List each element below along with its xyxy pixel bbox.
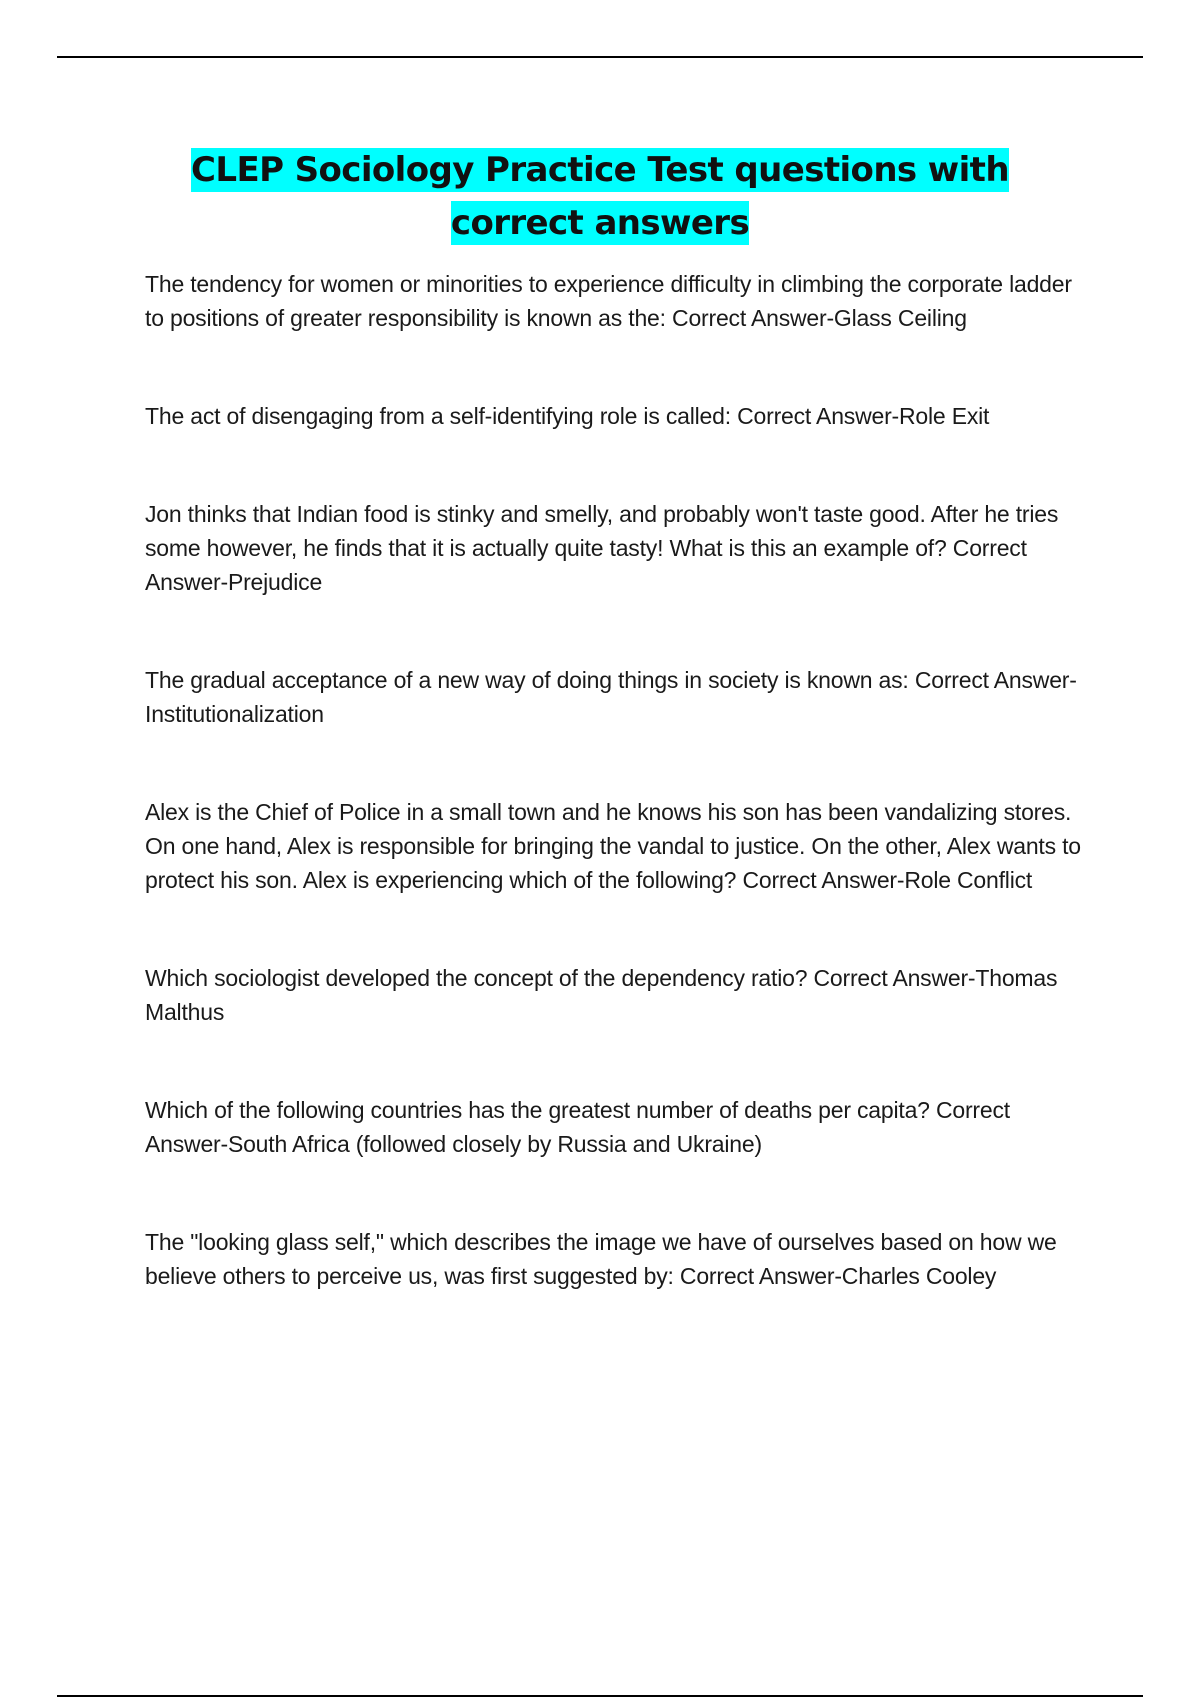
qa-item <box>145 663 1090 731</box>
answer-label: Correct Answer- <box>679 1263 842 1289</box>
question-text: Which of the following countries has the greatest number of deaths per capita? <box>145 1097 930 1123</box>
question-text: The tendency for women or minorities to experience difficulty in climbing the corporate ladder to positions of greater responsibility is known as the: <box>145 271 1072 331</box>
answer-text: Institutionalization <box>145 701 324 727</box>
bottom-rule <box>57 1695 1143 1697</box>
answer-text: Glass Ceiling <box>833 305 967 331</box>
question-text: The gradual acceptance of a new way of doing things in society is known as: <box>145 667 909 693</box>
answer-label: Correct Answer- <box>145 535 1027 595</box>
answer-text: Charles Cooley <box>841 1263 997 1289</box>
qa-item <box>145 1093 1090 1161</box>
answer-text: Thomas Malthus <box>145 965 1058 1025</box>
answer-label: Correct Answer- <box>672 305 834 331</box>
question-text: The "looking glass self," which describes the image we have of ourselves based on how we believe others to perceive us, was first suggested by: <box>145 1229 1057 1289</box>
answer-text: Prejudice <box>227 569 323 595</box>
qa-list <box>145 267 1090 1293</box>
question-text: Alex is the Chief of Police in a small town and he knows his son has been vandalizing stores. On one hand, Alex is responsible for bringing the vandal to justice. On the other, Alex wants to protect his son. Alex is experiencing which of the following? <box>145 799 1081 893</box>
answer-label: Correct Answer- <box>813 965 976 991</box>
qa-item <box>145 399 1090 433</box>
question-text: Jon thinks that Indian food is stinky and smelly, and probably won't taste good. After he tries some however, he finds that it is actually quite tasty! What is this an example of? <box>145 501 1059 561</box>
page-title: CLEP Sociology Practice Test questions with correct answers <box>191 150 1009 243</box>
qa-item <box>145 961 1090 1029</box>
qa-item <box>145 497 1090 599</box>
answer-label: Correct Answer- <box>145 1097 1010 1157</box>
title-container <box>120 144 1080 250</box>
answer-label: Correct Answer- <box>737 403 899 429</box>
answer-label: Correct Answer- <box>914 667 1077 693</box>
qa-item <box>145 267 1090 335</box>
top-rule <box>57 56 1143 58</box>
qa-item <box>145 795 1090 897</box>
qa-item <box>145 1225 1090 1293</box>
question-text: The act of disengaging from a self-identifying role is called: <box>145 403 731 429</box>
answer-text: South Africa (followed closely by Russia and Ukraine) <box>227 1131 762 1157</box>
question-text: Which sociologist developed the concept of the dependency ratio? <box>145 965 808 991</box>
answer-text: Role Conflict <box>904 867 1033 893</box>
answer-text: Role Exit <box>899 403 990 429</box>
answer-label: Correct Answer- <box>742 867 905 893</box>
